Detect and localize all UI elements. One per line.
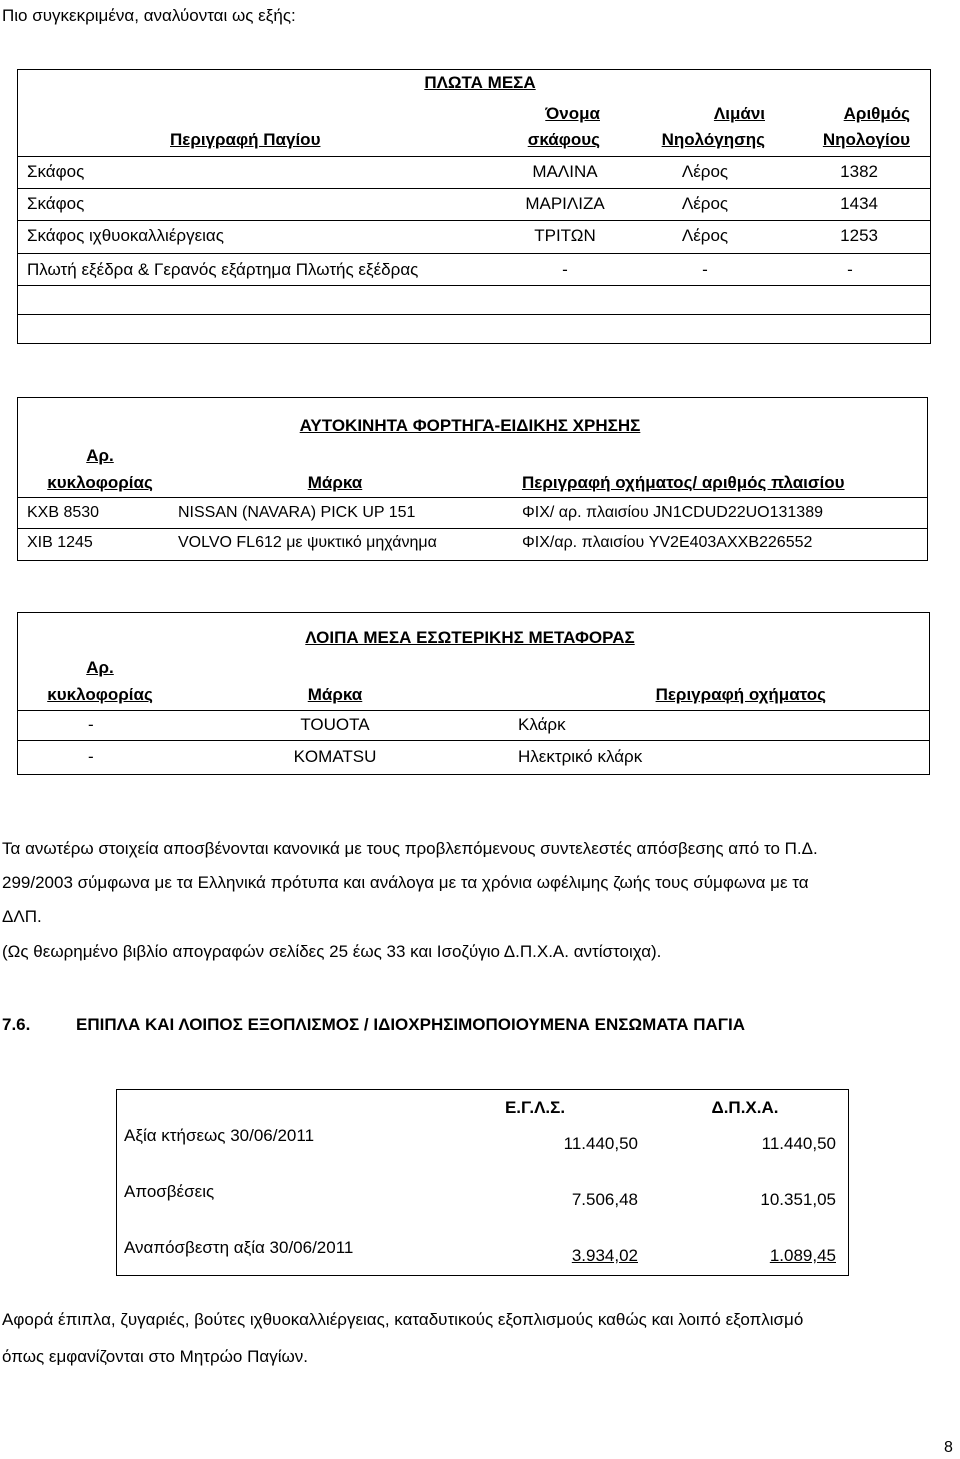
table-cell: Λέρος — [681, 226, 729, 245]
column-header-dpxa: Δ.Π.Χ.Α. — [711, 1098, 779, 1117]
header-description: Περιγραφή Παγίου — [170, 130, 321, 149]
table-cell: ΦΙΧ/ αρ. πλαισίου JN1CDUD22UO131389 — [522, 504, 823, 521]
row-divider — [17, 314, 931, 315]
value-egls: 3.934,02 — [571, 1246, 638, 1265]
value-row-label: Αναπόσβεστη αξία 30/06/2011 — [124, 1238, 354, 1257]
header-registry-2: Νηολογίου — [822, 130, 910, 149]
table-cell: TOUOTA — [300, 715, 370, 734]
row-divider — [17, 188, 931, 189]
table-cell: - — [88, 747, 94, 766]
paragraph-line: ΔΛΠ. — [2, 907, 42, 926]
table-cell: NISSAN (NAVARA) PICK UP 151 — [178, 504, 416, 521]
internal-table-title: ΛΟΙΠΑ ΜΕΣΑ ΕΣΩΤΕΡΙΚΗΣ ΜΕΤΑΦΟΡΑΣ — [305, 628, 635, 647]
header-vehicle-description: Περιγραφή οχήματος — [655, 685, 826, 704]
table-cell: 1382 — [840, 162, 878, 181]
table-cell: Σκάφος ιχθυοκαλλιέργειας — [27, 226, 224, 245]
header-plate-1: Αρ. — [86, 658, 114, 677]
header-port-2: Νηολόγησης — [661, 130, 765, 149]
table-cell: VOLVO FL612 με ψυκτικό μηχάνημα — [178, 534, 437, 551]
table-cell: ΦΙΧ/αρ. πλαισίου YV2E403AXXB226552 — [522, 534, 813, 551]
paragraph-line: όπως εμφανίζονται στο Μητρώο Παγίων. — [2, 1347, 308, 1366]
header-plate-2: κυκλοφορίας — [47, 685, 153, 704]
table-cell: ΤΡΙΤΩΝ — [534, 226, 596, 245]
page-number: 8 — [944, 1439, 953, 1456]
paragraph-line: Τα ανωτέρω στοιχεία αποσβένονται κανονικά με τους προβλεπόμενους συντελεστές απόσβεσης από το Π.Δ. — [2, 839, 818, 858]
value-dpxa: 10.351,05 — [760, 1190, 836, 1209]
table-cell: ΜΑΡΙΛΙΖΑ — [525, 194, 605, 213]
column-header-egls: Ε.Γ.Λ.Σ. — [504, 1098, 566, 1117]
row-divider — [17, 220, 931, 221]
row-divider — [17, 285, 931, 286]
table-cell: - — [88, 715, 94, 734]
section-number: 7.6. — [2, 1015, 31, 1034]
row-divider — [17, 253, 931, 254]
value-dpxa: 1.089,45 — [769, 1246, 836, 1265]
row-divider — [17, 497, 928, 498]
header-plate-2: κυκλοφορίας — [47, 473, 153, 492]
section-title: ΕΠΙΠΛΑ ΚΑΙ ΛΟΙΠΟΣ ΕΞΟΠΛΙΣΜΟΣ / ΙΔΙΟΧΡΗΣΙΜΟΠΟΙΟΥΜΕΝΑ ΕΝΣΩΜΑΤΑ ΠΑΓΙΑ — [76, 1015, 745, 1034]
table-cell: Σκάφος — [27, 162, 85, 181]
table-cell: 1253 — [840, 226, 878, 245]
table-cell: - — [702, 260, 708, 279]
table-cell: ΜΑΛΙΝΑ — [532, 162, 598, 181]
header-plate-1: Αρ. — [86, 446, 114, 465]
table-cell: Σκάφος — [27, 194, 85, 213]
table-cell: Ηλεκτρικό κλάρκ — [518, 747, 643, 766]
floating-table-title: ΠΛΩΤΑ ΜΕΣΑ — [424, 73, 536, 92]
paragraph-line: 299/2003 σύμφωνα με τα Ελληνικά πρότυπα και ανάλογα με τα χρόνια ωφέλιμης ζωής τους σύμφωνα με τα — [2, 873, 809, 892]
header-port-1: Λιμάνι — [713, 104, 765, 123]
header-vessel-name-2: σκάφους — [527, 130, 600, 149]
value-row-label: Αποσβέσεις — [124, 1182, 215, 1201]
table-cell: ΧΙΒ 1245 — [27, 534, 93, 551]
table-cell: Λέρος — [681, 162, 729, 181]
header-registry-1: Αριθμός — [843, 104, 910, 123]
table-cell: - — [847, 260, 853, 279]
table-cell: Κλάρκ — [518, 715, 566, 734]
row-divider — [17, 528, 928, 529]
value-egls: 7.506,48 — [571, 1190, 638, 1209]
table-cell: Λέρος — [681, 194, 729, 213]
row-divider — [17, 710, 930, 711]
table-cell: KOMATSU — [293, 747, 377, 766]
header-brand: Μάρκα — [307, 473, 363, 492]
header-brand: Μάρκα — [307, 685, 363, 704]
table-cell: ΚΧΒ 8530 — [27, 504, 100, 521]
header-vessel-name-1: Όνομα — [545, 104, 600, 123]
paragraph-line: (Ως θεωρημένο βιβλίο απογραφών σελίδες 25 έως 33 και Ισοζύγιο Δ.Π.Χ.Α. αντίστοιχα). — [2, 942, 662, 961]
intro-text: Πιο συγκεκριμένα, αναλύονται ως εξής: — [2, 6, 296, 25]
value-egls: 11.440,50 — [563, 1134, 638, 1153]
paragraph-line: Αφορά έπιπλα, ζυγαριές, βούτες ιχθυοκαλλιέργειας, καταδυτικούς εξοπλισμούς καθώς και λοιπό εξοπλισμό — [2, 1310, 804, 1329]
table-cell: Πλωτή εξέδρα & Γερανός εξάρτημα Πλωτής εξέδρας — [27, 260, 419, 279]
row-divider — [17, 156, 931, 157]
header-vehicle-description: Περιγραφή οχήματος/ αριθμός πλαισίου — [522, 473, 845, 492]
table-cell: 1434 — [840, 194, 878, 213]
row-divider — [17, 740, 930, 741]
value-row-label: Αξία κτήσεως 30/06/2011 — [124, 1126, 315, 1145]
trucks-table-title: ΑΥΤΟΚΙΝΗΤΑ ΦΟΡΤΗΓΑ-ΕΙΔΙΚΗΣ ΧΡΗΣΗΣ — [299, 416, 641, 435]
table-cell: - — [562, 260, 568, 279]
value-dpxa: 11.440,50 — [761, 1134, 836, 1153]
